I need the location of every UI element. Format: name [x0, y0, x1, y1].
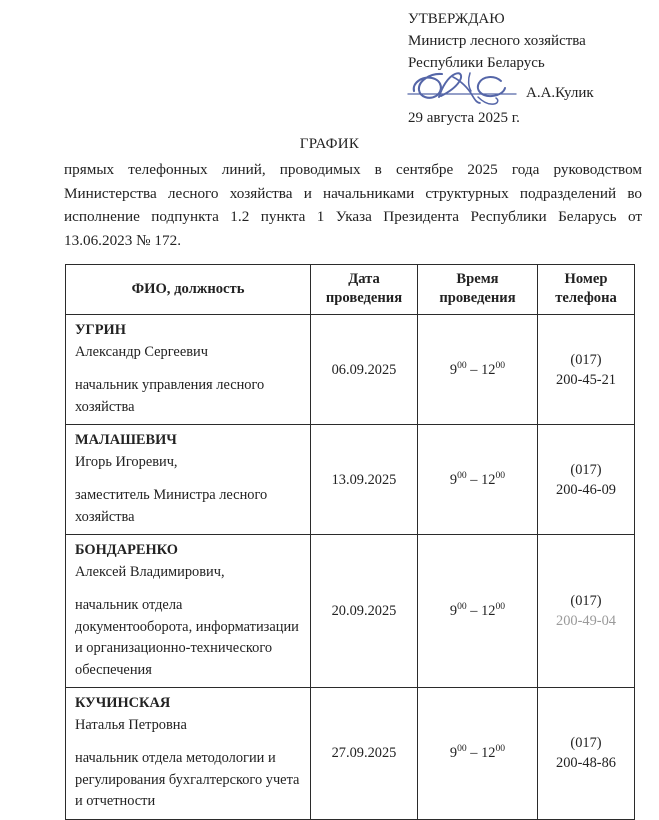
- phone-number: 200-48-86: [556, 755, 616, 772]
- time-from: 9: [449, 603, 458, 619]
- time-dash: –: [466, 361, 482, 378]
- time-to: 12: [481, 471, 496, 488]
- time-dash: –: [466, 603, 482, 619]
- person-spacer: [75, 363, 303, 375]
- table-row: [66, 315, 635, 425]
- phone-number: 200-45-21: [556, 371, 616, 388]
- person-cell: [66, 688, 311, 820]
- phone-area-code: (017): [570, 735, 602, 752]
- column-header-phone: [538, 265, 635, 315]
- time-from: 9: [449, 471, 458, 488]
- approval-date: 29 августа 2025 г.: [408, 110, 520, 126]
- time-to-sup: 00: [495, 359, 506, 371]
- person-surname: УГРИН: [75, 322, 126, 338]
- person-surname: МАЛАШЕВИЧ: [75, 432, 177, 448]
- time-to: 12: [481, 361, 496, 378]
- person-given-name: Алексей Владимирович,: [75, 563, 225, 580]
- person-spacer: [75, 583, 303, 595]
- date-cell: 27.09.2025: [311, 688, 418, 820]
- approval-republic-line: Республики Беларусь: [408, 55, 545, 71]
- signer-name: А.А.Кулик: [526, 85, 594, 101]
- person-position: начальник отдела методологии и регулирования бухгалтерского учета и отчетности: [75, 750, 300, 809]
- person-cell: [66, 425, 311, 535]
- time-cell: [418, 535, 538, 688]
- time-from: 9: [449, 745, 458, 762]
- table-row: [66, 688, 635, 820]
- person-cell: [66, 535, 311, 688]
- time-from: 9: [449, 361, 458, 378]
- phone-area-code: (017): [570, 351, 602, 368]
- time-dash: –: [466, 471, 482, 488]
- table-row: [66, 425, 635, 535]
- date-cell: 06.09.2025: [311, 315, 418, 425]
- person-spacer: [75, 473, 303, 485]
- phone-cell: [538, 688, 635, 820]
- time-to: 12: [481, 603, 496, 619]
- person-spacer: [75, 736, 303, 748]
- approval-heading: УТВЕРЖДАЮ: [408, 11, 505, 27]
- phone-area-code: (017): [570, 593, 602, 609]
- person-position: начальник управления лесного хозяйства: [75, 377, 265, 415]
- phone-cell: [538, 535, 635, 688]
- phone-cell: [538, 425, 635, 535]
- time-cell: [418, 425, 538, 535]
- page-title: ГРАФИК: [299, 136, 360, 152]
- time-from-sup: 00: [457, 359, 467, 371]
- phone-number: 200-46-09: [556, 481, 616, 498]
- phone-cell: [538, 315, 635, 425]
- approval-minister-line: Министр лесного хозяйства: [408, 33, 586, 49]
- phone-number: 200-49-04: [556, 613, 616, 629]
- table-row: [66, 535, 635, 688]
- intro-paragraph: [64, 158, 642, 252]
- column-header-person: [66, 265, 311, 315]
- column-header-phone-line2: телефона: [555, 290, 617, 306]
- column-header-time: [418, 265, 538, 315]
- column-header-time-line2: проведения: [439, 290, 516, 306]
- time-to: 12: [481, 745, 496, 762]
- time-from-sup: 00: [457, 469, 467, 481]
- signature-row: [408, 75, 653, 109]
- date-cell: 13.09.2025: [311, 425, 418, 535]
- time-to-sup: 00: [495, 469, 506, 481]
- column-header-phone-line1: Номер: [564, 271, 608, 287]
- time-dash: –: [466, 745, 482, 762]
- time-to-sup: 00: [495, 743, 506, 755]
- time-to-sup: 00: [495, 601, 506, 613]
- person-cell: [66, 315, 311, 425]
- time-from-sup: 00: [457, 601, 467, 613]
- column-header-date-line2: проведения: [325, 290, 403, 306]
- approval-block: [408, 8, 653, 129]
- phone-area-code: (017): [570, 461, 602, 478]
- time-cell: [418, 688, 538, 820]
- column-header-date: [311, 265, 418, 315]
- schedule-table: [65, 264, 635, 820]
- time-cell: [418, 315, 538, 425]
- person-position: начальник отдела документооборота, информатизации и организационно-технического обеспечения: [75, 597, 299, 678]
- person-given-name: Игорь Игоревич,: [75, 453, 178, 470]
- person-given-name: Александр Сергеевич: [75, 343, 208, 360]
- date-cell: 20.09.2025: [311, 535, 418, 688]
- column-header-person-line1: ФИО, должность: [131, 280, 245, 297]
- table-header-row: [66, 265, 635, 315]
- time-from-sup: 00: [457, 743, 467, 755]
- column-header-date-line1: Дата: [348, 271, 380, 287]
- person-surname: БОНДАРЕНКО: [75, 542, 178, 558]
- column-header-time-line1: Время: [456, 271, 499, 287]
- person-given-name: Наталья Петровна: [75, 716, 187, 733]
- person-position: заместитель Министра лесного хозяйства: [75, 487, 268, 525]
- intro-text: прямых телефонных линий, проводимых в сентябре 2025 года руководством Министерства лесного хозяйства и начальниками структурных подразделений во исполнение подпункта 1.2 пункта 1 Указа Президента Республики Беларусь от 13.06.2023 № 172.: [64, 161, 642, 249]
- person-surname: КУЧИНСКАЯ: [75, 695, 171, 711]
